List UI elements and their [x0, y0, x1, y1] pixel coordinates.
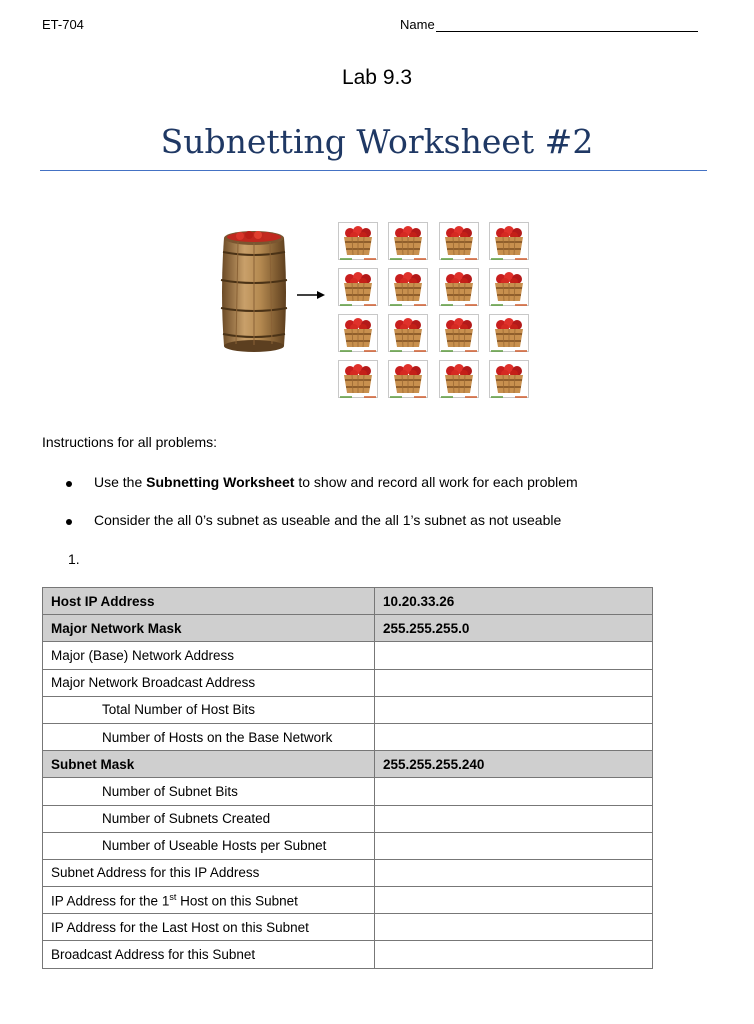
row-label-text: Host on this Subnet	[176, 893, 298, 909]
table-row	[43, 696, 653, 723]
table-row	[43, 751, 653, 778]
table-row	[43, 642, 653, 669]
apple-basket-icon	[388, 222, 428, 260]
apple-basket-icon	[388, 314, 428, 352]
apple-basket-icon	[439, 360, 479, 398]
row-value[interactable]: 255.255.255.0	[375, 615, 653, 642]
row-label: Subnet Mask	[43, 751, 375, 778]
row-value[interactable]	[375, 723, 653, 750]
page-title: Subnetting Worksheet #2	[160, 122, 594, 161]
problem-number: 1.	[68, 551, 80, 567]
table-row	[43, 859, 653, 886]
row-value[interactable]	[375, 859, 653, 886]
row-value[interactable]	[375, 914, 653, 941]
table-row	[43, 588, 653, 615]
title-divider	[40, 170, 707, 171]
bullet-text: Use the	[94, 474, 147, 490]
apple-basket-icon	[388, 360, 428, 398]
bullet-text: Consider the all 0’s subnet as useable and the all 1’s subnet as not useable	[94, 512, 562, 528]
bullet-text: to show and record all work for each problem	[294, 474, 578, 490]
table-row	[43, 887, 653, 914]
row-label: Number of Subnet Bits	[43, 778, 375, 805]
row-label: Major (Base) Network Address	[43, 642, 375, 669]
row-label: Number of Hosts on the Base Network	[43, 723, 375, 750]
row-value[interactable]	[375, 642, 653, 669]
apple-basket-icon	[439, 222, 479, 260]
apple-basket-icon	[338, 314, 378, 352]
row-value[interactable]	[375, 696, 653, 723]
table-row	[43, 805, 653, 832]
apple-basket-icon	[439, 268, 479, 306]
table-row	[43, 941, 653, 968]
row-value[interactable]	[375, 887, 653, 914]
name-field[interactable]	[400, 17, 702, 32]
barrel-icon	[218, 228, 290, 356]
lab-number: Lab 9.3	[341, 66, 413, 89]
row-label: Major Network Mask	[43, 615, 375, 642]
bullet-dot	[66, 519, 72, 525]
bullet-bold-text: Subnetting Worksheet	[146, 474, 295, 490]
subnet-table	[42, 587, 653, 969]
bullet-dot	[66, 481, 72, 487]
row-label: Major Network Broadcast Address	[43, 669, 375, 696]
row-value[interactable]	[375, 805, 653, 832]
row-label-sup: st	[169, 891, 177, 902]
table-row	[43, 778, 653, 805]
apple-basket-icon	[338, 360, 378, 398]
row-label: Number of Useable Hosts per Subnet	[43, 832, 375, 859]
instructions-heading: Instructions for all problems:	[42, 434, 218, 450]
table-row	[43, 832, 653, 859]
row-label: Host IP Address	[43, 588, 375, 615]
row-label: Broadcast Address for this Subnet	[43, 941, 375, 968]
table-row	[43, 615, 653, 642]
name-line[interactable]	[436, 19, 698, 32]
row-label: Total Number of Host Bits	[43, 696, 375, 723]
table-row	[43, 669, 653, 696]
row-label: Subnet Address for this IP Address	[43, 859, 375, 886]
row-value[interactable]	[375, 778, 653, 805]
table-row	[43, 723, 653, 750]
row-value[interactable]	[375, 832, 653, 859]
row-value[interactable]: 255.255.255.240	[375, 751, 653, 778]
apple-basket-icon	[489, 314, 529, 352]
row-value[interactable]: 10.20.33.26	[375, 588, 653, 615]
apple-basket-icon	[489, 268, 529, 306]
apple-basket-icon	[489, 360, 529, 398]
row-value[interactable]	[375, 669, 653, 696]
apple-basket-icon	[338, 268, 378, 306]
course-code: ET-704	[42, 17, 84, 32]
row-label-text: IP Address for the 1	[51, 893, 170, 909]
row-label: IP Address for the Last Host on this Subnet	[43, 914, 375, 941]
name-label: Name	[400, 17, 435, 32]
table-row	[43, 914, 653, 941]
row-value[interactable]	[375, 941, 653, 968]
apple-basket-icon	[388, 268, 428, 306]
right-arrow-icon	[297, 289, 325, 301]
apple-basket-icon	[489, 222, 529, 260]
row-label: Number of Subnets Created	[43, 805, 375, 832]
apple-basket-icon	[439, 314, 479, 352]
row-label	[43, 887, 375, 914]
apple-basket-icon	[338, 222, 378, 260]
